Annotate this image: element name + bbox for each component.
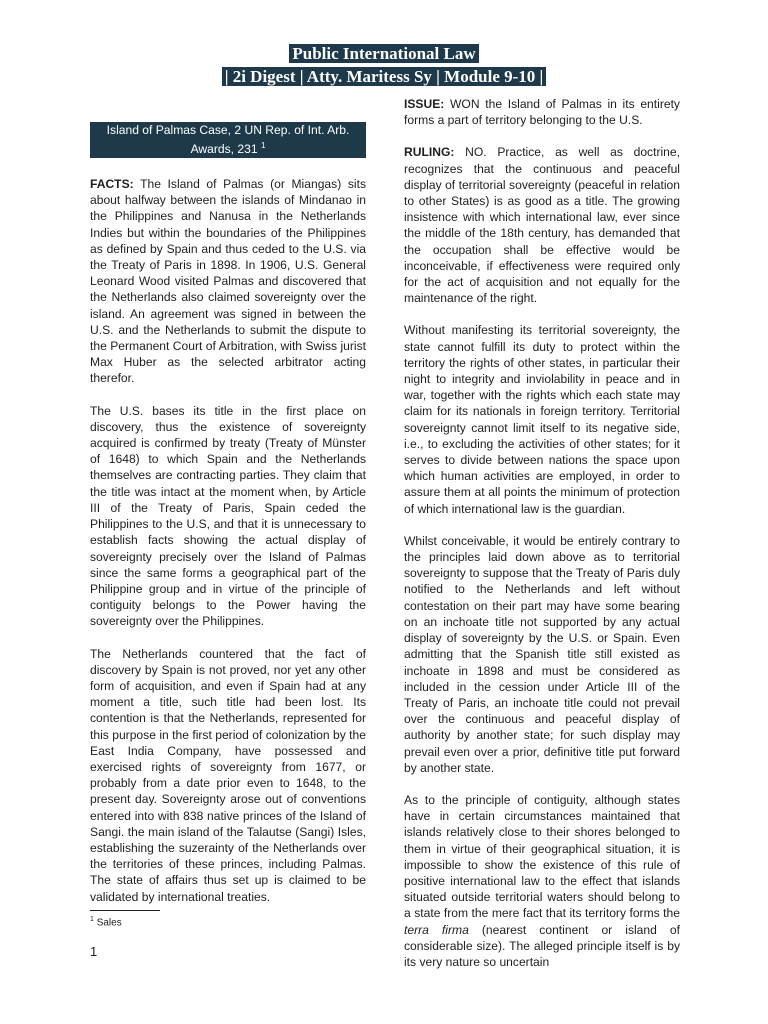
footnote-reference: 1 — [260, 141, 266, 150]
issue-paragraph — [404, 96, 680, 128]
contiguity-paragraph — [404, 792, 680, 970]
ruling-text: NO. Practice, as well as doctrine, recognizes that the continuous and peaceful display of territorial sovereignty (peaceful in relation to other States) is as good as a title. The growing insistence with which international law, ever since the middle of the 18th century, has demanded that the occupation shall be effective would be inconceivable, if effectiveness were required only for the act of acquisition and not equally for the maintenance of the right. — [404, 145, 680, 306]
header-title: Public International Law — [289, 44, 478, 63]
contiguity-text-end: (nearest continent or island of considerable size). The alleged principle itself is by its very nature so uncertain — [404, 922, 681, 969]
case-title — [90, 122, 366, 158]
netherlands-claim-paragraph: The Netherlands countered that the fact of discovery by Spain is not proved, nor yet any other form of acquisition, and even if Spain had at any moment a title, such title had been lost. Its contention is that the Netherlands, represented for this purpose in the first period of colonization by the East India Company, have possessed and exercised rights of sovereignty from 1677, or probably from a date prior even to 1648, to the present day. Sovereignty arose out of conventions entered into with 838 native princes of the Island of Sangi. the main island of the Talautse (Sangi) Isles, establishing the suzerainty of the Netherlands over the territories of these princes, including Palmas. The state of affairs thus set up is claimed to be validated by international treaties. — [90, 646, 366, 904]
ruling-paragraph — [404, 144, 680, 306]
left-column — [90, 96, 366, 921]
footnote — [90, 916, 122, 928]
header-subtitle: | 2i Digest | Atty. Maritess Sy | Module 9-10 | — [222, 67, 547, 86]
ruling-label: RULING: — [404, 145, 455, 160]
issue-text: WON the Island of Palmas in its entirety forms a part of territory belonging to the U.S. — [404, 97, 680, 128]
footnote-text: Sales — [96, 917, 122, 929]
territorial-sovereignty-paragraph: Without manifesting its territorial sovereignty, the state cannot fulfill its duty to protect within the territory the rights of other states, in particular their night to integrity and inviolability in peace and in war, together with the rights which each state may claim for its nationals in foreign territory. Territorial sovereignty cannot limit itself to its negative side, i.e., to excluding the activities of other states; for it serves to divide between nations the space upon which human activities are employed, in order to assure them at all points the minimum of protection of which international law is the guardian. — [404, 323, 680, 516]
contiguity-text-start: As to the principle of contiguity, although states have in certain circumstances maintained that islands relatively close to their shores belonged to them in virtue of their geographical situation, it is impossible to show the existence of this rule of positive international law to the effect that islands situated outside territorial waters should belong to a state from the mere fact that its territory forms the — [404, 792, 680, 921]
us-claim-paragraph: The U.S. bases its title in the first place on discovery, thus the existence of sovereignty acquired is confirmed by treaty (Treaty of Münster of 1648) to which Spain and the Netherlands themselves are contracting parties. They claim that the title was intact at the moment when, by Article III of the Treaty of Paris, Spain ceded the Philippines to the U.S, and that it is unnecessary to establish facts showing the actual display of sovereignty precisely over the Island of Palmas since the same forms a geographical part of the Philippine group and in virtue of the principle of contiguity belongs to the Power having the sovereignty over the Philippines. — [90, 403, 366, 629]
right-column — [404, 96, 680, 986]
page-number: 1 — [90, 944, 98, 959]
footnote-divider — [90, 910, 160, 911]
facts-label: FACTS: — [90, 177, 134, 192]
issue-label: ISSUE: — [404, 97, 445, 111]
facts-text: The Island of Palmas (or Miangas) sits about halfway between the islands of Mindanao in the Philippines and Nanusa in the Netherlands Indies but within the boundaries of the Philippines as defined by Spain and thus ceded to the U.S. via the Treaty of Paris in 1898. In 1906, U.S. General Leonard Wood visited Palmas and discovered that the Netherlands also claimed sovereignty over the island. An agreement was signed in between the U.S. and the Netherlands to submit the dispute to the Permanent Court of Arbitration, with Swiss jurist Max Huber as the selected arbitrator acting therefor. — [90, 177, 366, 386]
page-header — [0, 42, 768, 88]
facts-paragraph — [90, 176, 366, 387]
footnote-marker: 1 — [90, 916, 94, 923]
terra-firma-italic: terra firma — [404, 922, 469, 937]
inchoate-title-paragraph: Whilst conceivable, it would be entirely contrary to the principles laid down above as to territorial sovereignty to suppose that the Treaty of Paris duly notified to the Netherlands and left without contestation on their part may have some bearing on an inchoate title not supported by any actual display of sovereignty by the U.S. or Spain. Even admitting that the Spanish title still existed as inchoate in 1898 and must be considered as included in the cession under Article III of the Treaty of Paris, an inchoate title could not prevail over the continuous and peaceful display of authority by another state; for such display may prevail even over a prior, definitive title put forward by another state. — [404, 533, 680, 775]
case-title-text: Island of Palmas Case, 2 UN Rep. of Int. Arb. Awards, 231 — [106, 123, 350, 157]
